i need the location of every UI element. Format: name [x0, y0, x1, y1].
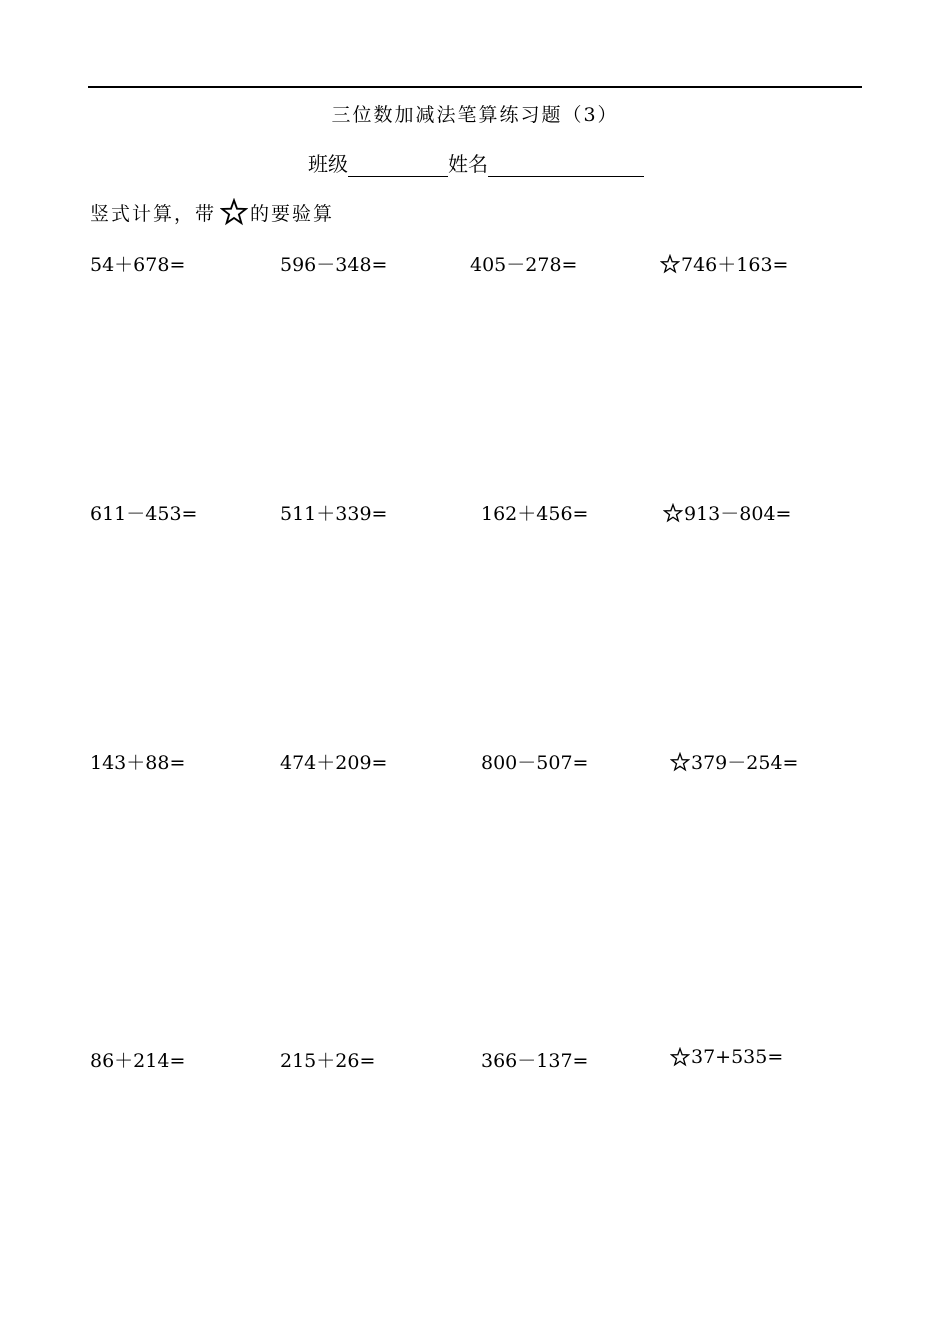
star-outline-icon	[660, 254, 680, 274]
problem-item	[90, 499, 197, 526]
problem-expression: 143＋88=	[90, 752, 186, 774]
name-blank[interactable]	[488, 154, 644, 177]
problem-expression: 366－137=	[481, 1050, 589, 1072]
problem-expression: 611－453=	[90, 503, 198, 525]
problem-item	[280, 499, 387, 526]
instruction	[90, 198, 334, 226]
problem-expression: 511＋339=	[280, 503, 388, 525]
star-outline-icon	[663, 503, 683, 523]
problem-expression: 746＋163=	[681, 254, 789, 276]
top-rule	[88, 86, 862, 88]
problem-item	[481, 1046, 588, 1073]
star-outline-icon	[670, 1047, 690, 1067]
problem-expression: 474＋209=	[280, 752, 388, 774]
problem-expression: 86＋214=	[90, 1050, 186, 1072]
problem-expression: 379－254=	[691, 752, 799, 774]
problem-expression: 37+535=	[691, 1046, 784, 1068]
student-info-line	[308, 148, 644, 177]
problem-expression: 405－278=	[470, 254, 578, 276]
star-outline-icon	[670, 752, 690, 772]
problem-expression: 162＋456=	[481, 503, 589, 525]
class-label: 班级	[308, 152, 348, 176]
problem-expression: 800－507=	[481, 752, 589, 774]
problem-expression: 215＋26=	[280, 1050, 376, 1072]
problem-item-starred	[663, 499, 791, 526]
instruction-text-before: 竖式计算，带	[90, 202, 217, 225]
star-outline-icon	[220, 198, 248, 226]
problem-item-starred	[670, 1046, 783, 1068]
problem-item-starred	[660, 250, 788, 277]
problem-item	[90, 748, 185, 775]
problem-item	[90, 1046, 185, 1073]
problem-item	[470, 250, 577, 277]
class-blank[interactable]	[348, 154, 448, 177]
problem-item	[90, 250, 185, 277]
problem-item-starred	[670, 748, 798, 775]
problem-item	[280, 748, 387, 775]
instruction-text-after: 的要验算	[250, 202, 335, 225]
problem-item	[481, 748, 588, 775]
problem-expression: 596－348=	[280, 254, 388, 276]
name-label: 姓名	[448, 152, 488, 176]
problem-expression: 54＋678=	[90, 254, 186, 276]
problem-item	[280, 1046, 375, 1073]
problem-item	[481, 499, 588, 526]
page-title: 三位数加减法笔算练习题（3）	[331, 104, 619, 126]
problem-item	[280, 250, 387, 277]
problem-expression: 913－804=	[684, 503, 792, 525]
